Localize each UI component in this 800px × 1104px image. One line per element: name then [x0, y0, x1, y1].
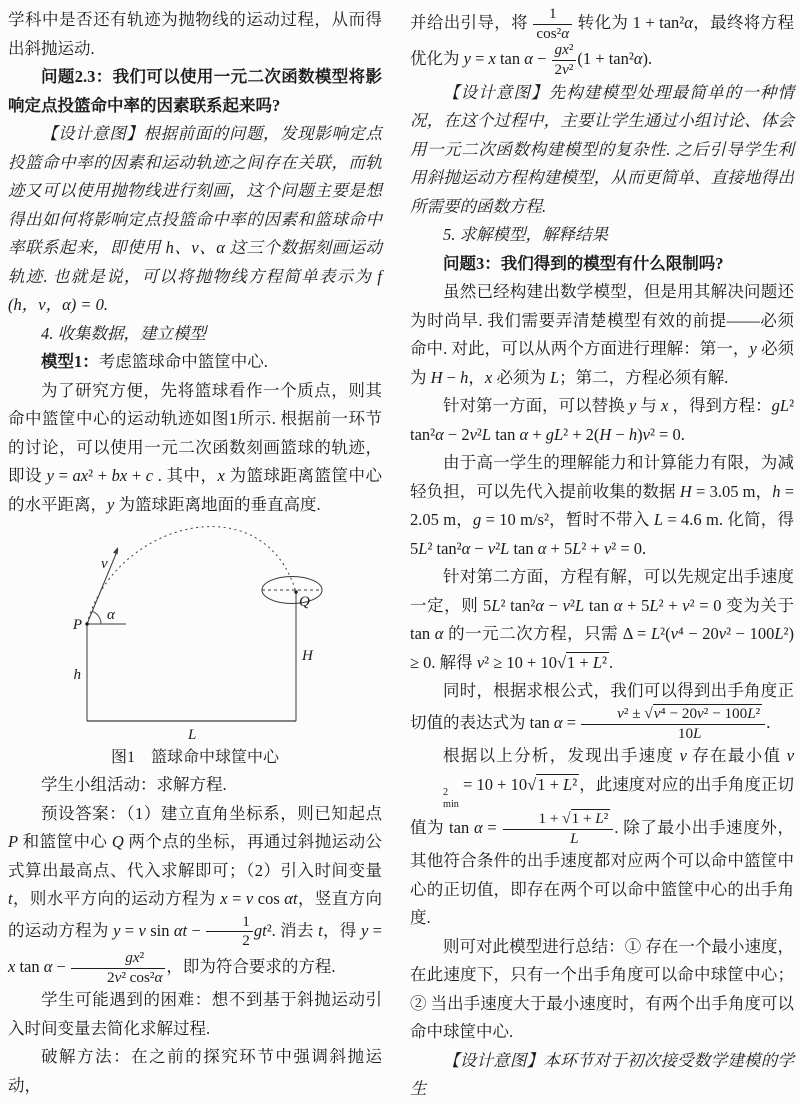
para-substitute-data: 由于高一学生的理解能力和计算能力有限，为减轻负担，可以先代入提前收集的数据 H = 3.05 m，h = 2.05 m，g = 10 m/s²，暂时不带入 L = 4.6 m. 化简，得 5L² tan²α − v²L tan α + 5L² + v² = 0.: [410, 453, 795, 558]
label-Q: Q: [299, 594, 310, 610]
para-section-5-heading: 5. 求解模型，解释结果: [443, 225, 608, 245]
label-alpha: α: [107, 607, 115, 623]
para-question-2-3: 问题2.3：我们可以使用一元二次函数模型将影响定点投篮命中率的因素联系起来吗?: [8, 67, 382, 115]
para-expected-answer: 预设答案：（1）建立直角坐标系，则已知起点 P 和篮筐中心 Q 两个点的坐标，再通过斜抛运动公式算出最高点、代入求解即可；（2）引入时间变量 t，则水平方向的运动方程为 x = v cos αt，竖直方向的运动方程为 y = v sin αt − $\frac{1}{2}$ gt². 消去 t，得 y = x tan α − $\frac{\text{gx²}}{\text{2v² cos²α}}$ ，即为符合要求的方程.: [8, 803, 383, 986]
label-H: H: [302, 648, 313, 664]
para-guidance-continued: 并给出引导，将 $\frac{1}{\text{cos²α}}$ 转化为 1 + tan²α，最终将方程优化为 y = x tan α − $\frac{\text{gx²}}{\text{2v²}}$ (1 + tan²α).: [410, 5, 795, 79]
label-v: v: [101, 556, 108, 572]
para-minimum-speed-analysis: 根据以上分析，发现出手速度 v 存在最小值 v 2 min = 10 + 10√1 + L² ，此速度对应的出手角度正切值为 tan α = $\frac{\text{1 + √1 + L²}}{L}$ . 除了最小出手速度外，其他符合条件的出手速度都对应两个可以命中篮筐中心的正切值，即存在两个可以命中篮筐中心的出手角度.: [410, 746, 795, 928]
point-P-dot: [85, 622, 88, 625]
trajectory-dotted-curve: [87, 527, 296, 624]
para-question-3: 问题3：我们得到的模型有什么限制吗?: [443, 253, 724, 273]
label-L: L: [188, 727, 197, 743]
para-tangent-expression: 同时，根据求根公式，我们可以得到出手角度正切值的表达式为 tan α = $\frac{\text{v² ± √v⁴ − 20v² − 100L²}}{10L}$ .: [410, 681, 794, 742]
para-section-4-heading: 4. 收集数据，建立模型: [41, 323, 206, 343]
para-student-activity: 学生小组活动：求解方程.: [41, 775, 227, 794]
point-Q-dot: [294, 590, 297, 593]
para-model-premise: 虽然已经构建出数学模型，但是用其解决问题还为时尚早. 我们需要弄清楚模型有效的前提——必须命中. 对此，可以从两个方面进行理解：第一，y 必须为 H − h，x 必须为 L；第二，方程必须有解.: [410, 282, 795, 387]
angle-arc: [92, 611, 101, 624]
figure-1-basketball-trajectory: [8, 523, 382, 771]
label-h: h: [73, 667, 81, 683]
para-second-aspect: 针对第二方面，方程有解，可以先规定出手速度一定，则 5L² tan²α − v²L tan α + 5L² + v² = 0 变为关于 tan α 的一元二次方程，只需 Δ = L²(v⁴ − 20v² − 100L²) ≥ 0. 解得 v² ≥ 10 + 10√1 + L² .: [410, 567, 794, 672]
label-P: P: [72, 617, 82, 633]
para-solution-method: 破解方法：在之前的探究环节中强调斜抛运动，: [8, 1047, 382, 1095]
para-student-difficulty: 学生可能遇到的困难：想不到基于斜抛运动引入时间变量去简化求解过程.: [8, 990, 382, 1038]
para-model-1-setup: 为了研究方便，先将篮球看作一个质点，则其命中篮筐中心的运动轨迹如图1所示. 根据前一环节的讨论，可以使用一元二次函数刻画篮球的轨迹，即设 y = ax² + bx + c . 其中，x 为篮球距离篮筐中心的水平距离，y 为篮球距离地面的垂直高度.: [8, 380, 383, 514]
velocity-arrowhead: [113, 547, 118, 554]
figure-1-diagram: [8, 523, 382, 745]
para-model-summary: 则可对此模型进行总结：① 存在一个最小速度，在此速度下，只有一个出手角度可以命中球筐中心；② 当出手速度大于最小速度时，有两个出手角度可以命中球筐中心.: [410, 936, 794, 1042]
figure-1-caption: 图1 篮球命中球筐中心: [110, 749, 279, 766]
para-first-aspect: 针对第一方面，可以替换 y 与 x ，得到方程：gL² tan²α − 2v²L tan α + gL² + 2(H − h)v² = 0.: [410, 396, 795, 444]
para-design-intent-2: 【设计意图】先构建模型处理最简单的一种情况，在这个过程中，主要让学生通过小组讨论、体会用一元二次函数构建模型的复杂性. 之后引导学生利用斜抛运动方程构建模型，从而更简单、直接地得出所需要的函数方程.: [410, 82, 794, 216]
para-design-intent-3: 【设计意图】本环节对于初次接受数学建模的学生: [410, 1050, 794, 1099]
para-model-1: 模型1：考虑篮球命中篮筐中心.: [41, 352, 268, 371]
right-column: [410, 6, 794, 1104]
para-design-intent-1: 【设计意图】根据前面的问题，发现影响定点投篮命中率的因素和运动轨迹之间存在关联，而轨迹又可以使用抛物线进行刻画，这个问题主要是想得出如何将影响定点投篮命中率的因素和篮球命中率联系起来，即使用 h、v、α 这三个数据刻画运动轨迹. 也就是说，可以将抛物线方程简单表示为 f (h，v，α) = 0.: [8, 124, 382, 314]
para-continued-from-previous-page: 学科中是否还有轨迹为抛物线的运动过程，从而得出斜抛运动.: [8, 10, 382, 58]
left-column: [8, 6, 382, 1100]
